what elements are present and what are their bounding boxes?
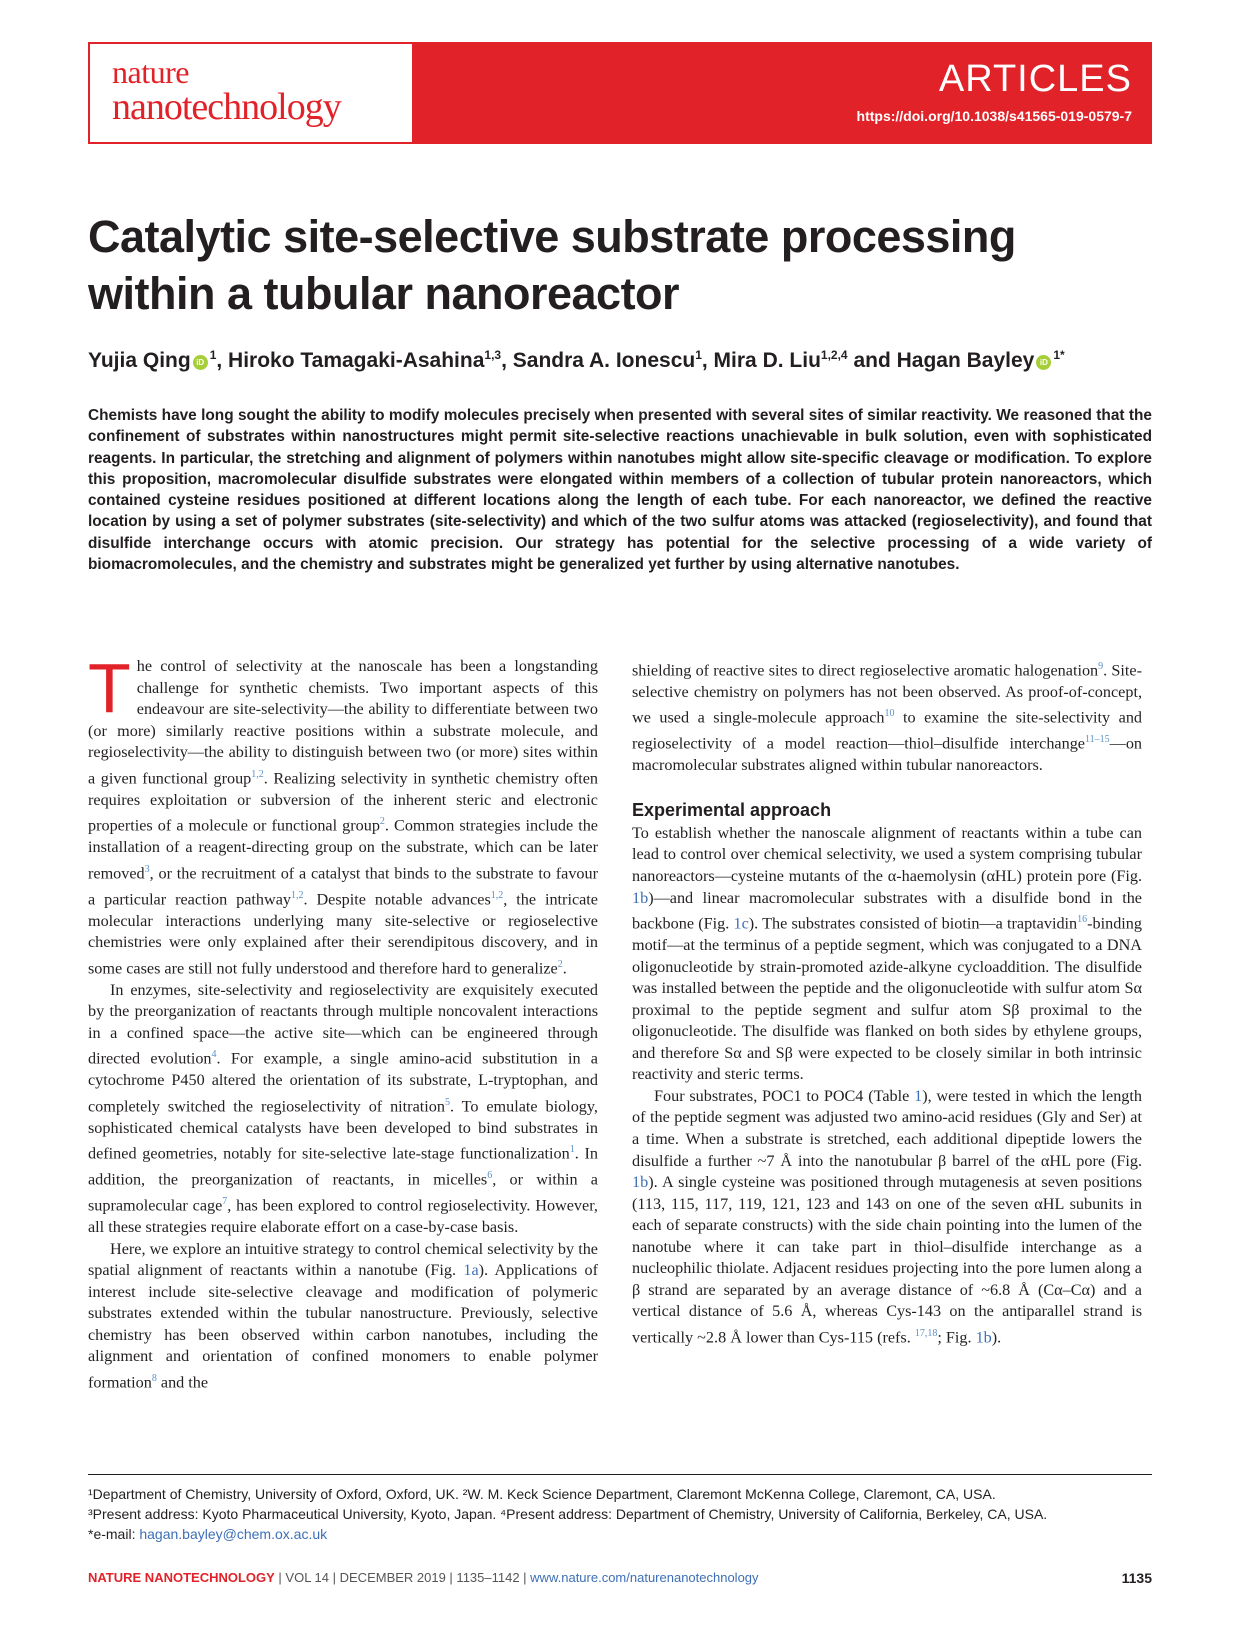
citation-ref[interactable]: 1,2 — [290, 889, 304, 901]
citation-ref[interactable]: 17,18 — [914, 1327, 938, 1339]
body-paragraph: Here, we explore an intuitive strategy to control chemical selectivity by the spatial alignment of reactants within a nanotube (Fig. 1a). Applications of interest include site-selective cleavage and modification of polymeric substrates extended within the tubular nanostructure. Previously, selective chemistry has been observed within carbon nanotubes, including the alignment and orientation of confined monomers to enable polymer formation$^8$ and the — [88, 1239, 598, 1392]
citation-ref[interactable]: 2 — [557, 958, 563, 970]
author-affil-sup: 1* — [1053, 348, 1065, 362]
body-paragraph: The control of selectivity at the nanoscale has been a longstanding challenge for synthetic chemists. Two important aspects of this endeavour are site-selectivity—the ability to differentiate between two (or more) similarly reactive positions within a substrate molecule, and regioselectivity—the ability to distinguish between two (or more) sites within a given functional group$^{1,2}$. Realizing selectivity in synthetic chemistry often requires exploitation or subversion of the inherent steric and electronic properties of a molecule or functional group$^2$. Common strategies include the installation of a reagent-directing group on the substrate, which can be later removed$^3$, or the recruitment of a catalyst that binds to the substrate to favour a particular reaction pathway$^{1,2}$. Despite notable advances$^{1,2}$, the intricate molecular interactions underlying many site-selective or regioselective chemistries were only explained after their serendipitous discovery, and in some cases are still not fully understood and therefore hard to generalize$^2$. — [88, 649, 598, 978]
footer-details: | VOL 14 | DECEMBER 2019 | 1135–1142 | — [274, 1570, 531, 1585]
correspondence: *e-mail: hagan.bayley@chem.ox.ac.uk — [88, 1526, 328, 1542]
figure-link[interactable]: 1a — [463, 1261, 479, 1280]
citation-ref[interactable]: 10 — [884, 708, 895, 720]
section-heading: Experimental approach — [632, 799, 832, 820]
author-name[interactable]: Yujia Qing — [88, 349, 191, 372]
orcid-icon[interactable]: iD — [1036, 355, 1051, 370]
section-banner — [412, 44, 1150, 142]
author-name[interactable]: , Sandra A. Ionescu — [501, 349, 696, 372]
body-paragraph: In enzymes, site-selectivity and regioselectivity are exquisitely executed by the preorganization of reactants through multiple noncovalent interactions in a confined space—the active site—which can be engineered through directed evolution$^4$. For example, a single amino-acid substitution in a cytochrome P450 altered the orientation of its substrate, L-tryptophan, and completely switched the regioselectivity of nitration$^5$. To emulate biology, sophisticated chemical catalysts have been developed to bind substrates in defined geometries, notably for site-selective late-stage functionalization$^1$. In addition, the preorganization of reactants, in micelles$^6$, or within a supramolecular cage$^7$, has been explored to control regioselectivity. However, all these strategies require elaborate effort on a case-by-case basis. — [88, 980, 598, 1237]
body-column-right — [632, 656, 1142, 1349]
citation-ref[interactable]: 11–15 — [1084, 734, 1110, 746]
footnote-divider — [88, 1474, 1152, 1475]
citation-ref[interactable]: 6 — [487, 1170, 493, 1182]
citation-ref[interactable]: 1,2 — [490, 889, 504, 901]
journal-logo[interactable] — [90, 44, 412, 142]
citation-ref[interactable]: 16 — [1077, 914, 1088, 926]
footer-url[interactable]: www.nature.com/naturenanotechnology — [530, 1570, 759, 1585]
logo-line-2: nanotechnology — [112, 86, 341, 128]
citation-ref[interactable]: 4 — [211, 1049, 217, 1061]
page-footer — [88, 1570, 1152, 1585]
affiliation-line: ¹Department of Chemistry, University of Oxford, Oxford, UK. ²W. M. Keck Science Department, Claremont McKenna College, Claremont, CA, USA. — [88, 1486, 996, 1502]
page-number: 1135 — [1121, 1570, 1152, 1586]
figure-link[interactable]: 1b — [632, 888, 649, 907]
affiliations — [88, 1484, 1188, 1544]
article-title: Catalytic site-selective substrate processing within a tubular nanoreactor — [88, 211, 1016, 319]
logo-line-1: nature — [112, 54, 189, 90]
affiliation-line: ³Present address: Kyoto Pharmaceutical University, Kyoto, Japan. ⁴Present address: Department of Chemistry, University of California, Berkeley, CA, USA. — [88, 1506, 1048, 1522]
author-affil-sup: 1 — [695, 348, 702, 362]
author-name[interactable]: , Mira D. Liu — [701, 349, 821, 372]
author-affil-sup: 1,2,4 — [820, 348, 848, 362]
drop-cap: T — [88, 649, 131, 727]
table-link[interactable]: 1 — [914, 1086, 923, 1105]
citation-ref[interactable]: 9 — [1098, 661, 1104, 672]
body-paragraph: To establish whether the nanoscale alignment of reactants within a tube can lead to control over chemical selectivity, we used a system comprising tubular nanoreactors—cysteine mutants of the α-haemolysin (αHL) protein pore (Fig. 1b)—and linear macromolecular substrates with a disulfide bond in the backbone (Fig. 1c). The substrates consisted of biotin—a traptavidin$^{16}$-binding motif—at the terminus of a peptide segment, which was conjugated to a DNA oligonucleotide by strain-promoted azide-alkyne cycloaddition. The disulfide was installed between the peptide and the oligonucleotide with sulfur atom Sα proximal to the peptide segment and sulfur atom Sβ proximal to the oligonucleotide. The disulfide was flanked on both sides by ethylene groups, and therefore Sα and Sβ were expected to be closely similar in both intrinsic reactivity and steric terms. — [632, 823, 1142, 1084]
citation-ref[interactable]: 3 — [144, 863, 150, 875]
orcid-icon[interactable]: iD — [193, 355, 208, 370]
author-name[interactable]: , Hiroko Tamagaki-Asahina — [216, 349, 485, 372]
author-affil-sup: 1,3 — [484, 348, 502, 362]
section-label: ARTICLES — [938, 58, 1132, 100]
figure-link[interactable]: 1c — [733, 914, 749, 933]
body-paragraph: shielding of reactive sites to direct regioselective aromatic halogenation$^9$. Site-selective chemistry on polymers has not been observed. As proof-of-concept, we used a single-molecule approach$^{10}$ to examine the site-selectivity and regioselectivity of a model reaction—thiol–disulfide interchange$^{11-15}$—on macromolecular substrates aligned within tubular nanoreactors. — [632, 661, 1143, 775]
author-affil-sup: 1 — [209, 348, 217, 362]
author-list — [88, 348, 1188, 373]
citation-ref[interactable]: 2 — [379, 816, 385, 828]
citation-ref[interactable]: 1,2 — [251, 768, 264, 780]
figure-link[interactable]: 1b — [975, 1328, 992, 1347]
author-name[interactable]: and Hagan Bayley — [847, 349, 1035, 372]
citation-ref[interactable]: 5 — [444, 1096, 450, 1108]
figure-link[interactable]: 1b — [632, 1173, 649, 1192]
doi-link[interactable]: https://doi.org/10.1038/s41565-019-0579-7 — [856, 108, 1132, 124]
abstract: Chemists have long sought the ability to modify molecules precisely when presented with several sites of similar reactivity. We reasoned that the confinement of substrates within nanostructures might permit site-selective reactions unachievable in bulk solution, even with sophisticated reagents. In particular, the stretching and alignment of polymers within nanotubes might allow site-specific cleavage or modification. To explore this proposition, macromolecular disulfide substrates were elongated within members of a collection of tubular protein nanoreactors, which contained cysteine residues positioned at different locations along the length of each tube. For each nanoreactor, we defined the reactive location by using a set of polymer substrates (site-selectivity) and which of the two sulfur atoms was attacked (regioselectivity), and found that disulfide interchange occurs with atomic precision. Our strategy has potential for the selective processing of a wide variety of biomacromolecules, and the chemistry and substrates might be generalized yet further by using alternative nanotubes. — [88, 407, 1152, 574]
email-link[interactable]: hagan.bayley@chem.ox.ac.uk — [139, 1526, 328, 1542]
citation-ref[interactable]: 7 — [222, 1196, 228, 1208]
journal-header — [88, 42, 1152, 144]
footer-journal: NATURE NANOTECHNOLOGY — [88, 1570, 275, 1585]
citation-ref[interactable]: 8 — [151, 1372, 157, 1384]
body-column-left — [88, 649, 598, 1394]
citation-ref[interactable]: 1 — [569, 1144, 575, 1156]
body-paragraph: Four substrates, POC1 to POC4 (Table 1), were tested in which the length of the peptide segment was adjusted two amino-acid residues (Gly and Ser) at a time. When a substrate is stretched, each additional dipeptide lowers the disulfide a further ~7 Å into the nanotubular β barrel of the αHL pore (Fig. 1b). A single cysteine was positioned through mutagenesis at seven positions (113, 115, 117, 119, 121, 123 and 143 on one of the seven αHL subunits in each of separate constructs) with the side chain pointing into the lumen of the nanotube where it can take part in thiol–disulfide interchange as a nucleophilic thiolate. Adjacent residues projecting into the pore lumen along a β strand are separated by an average distance of ~6.8 Å (Cα–Cα) and a vertical distance of 5.6 Å, whereas Cys-143 on the antiparallel strand is vertically ~2.8 Å lower than Cys-115 (refs. $^{17,18}$; Fig. 1b). — [632, 1086, 1142, 1347]
